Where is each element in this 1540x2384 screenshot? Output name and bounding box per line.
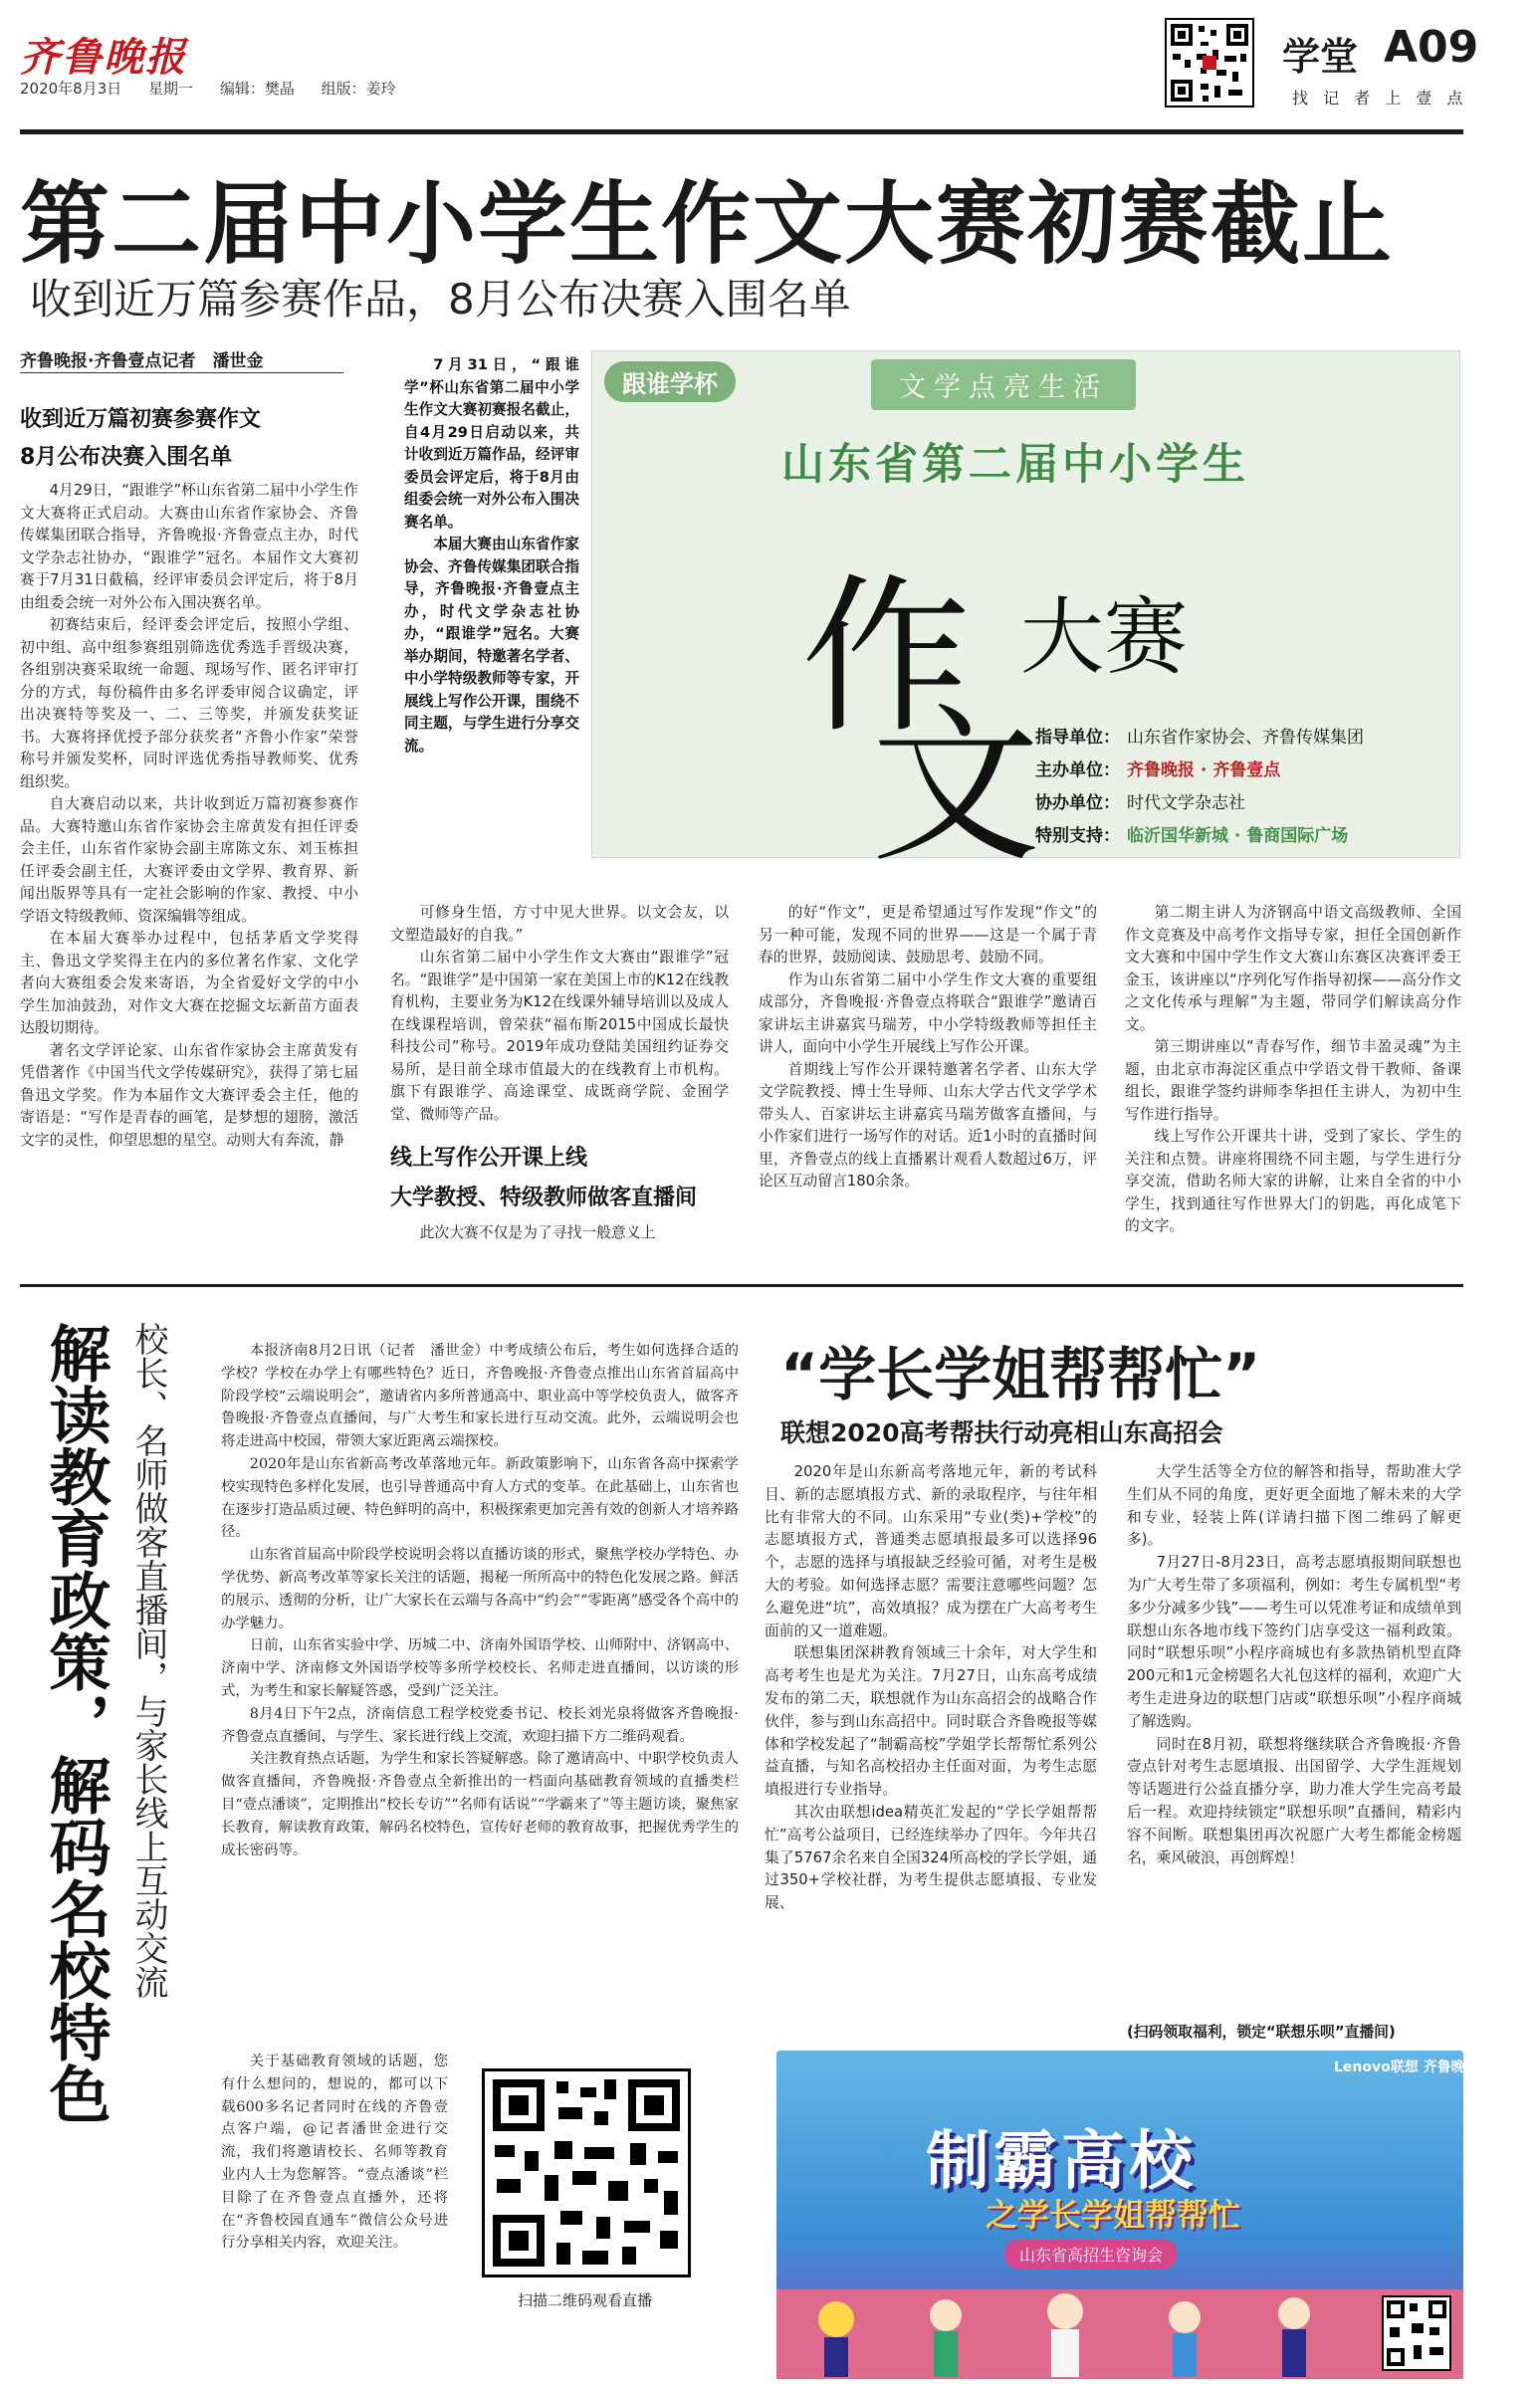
article3-column-2	[1127, 1461, 1461, 2021]
article1-section-subheading: 大学教授、特级教师做客直播间	[390, 1186, 698, 1210]
article1-intro-column	[404, 354, 579, 862]
poster-credit-row: 特别支持： 临沂国华新城 · 鲁商国际广场	[1035, 826, 1349, 846]
article2-paragraph: 关注教育热点话题，为学生和家长答疑解惑。除了邀请高中、中职学校负责人做客直播间，齐鲁晚报·齐鲁壹点全新推出的一档面向基础教育领域的直播类栏目“壹点潘谈”，定期推出“校长专访”“名师有话说”“学霸来了”等主题访谈，聚焦家长教育，解读教育政策，解码名校特色，宣传好老师的教育故事，把握优秀学生的成长密码等。	[221, 1751, 739, 1858]
byline: 齐鲁晚报·齐鲁壹点记者 潘世金	[20, 351, 264, 371]
article3-cta: (扫码领取福利，锁定“联想乐呗”直播间)	[1127, 2024, 1396, 2041]
issue-meta	[20, 78, 418, 99]
page-number: A09	[1384, 22, 1479, 73]
article1-subheading: 8月公布决赛入围名单	[20, 445, 233, 470]
article1-paragraph: 此次大赛不仅是为了寻找一般意义上	[419, 1224, 656, 1241]
article1-paragraph: 的好“作文”，更是希望通过写作发现“作文”的另一种可能，发现不同的世界——这是一个属于青春的世界，鼓励阅读、鼓励思考、鼓励不同。	[759, 904, 1097, 966]
article1-paragraph: 在本届大赛举办过程中，包括茅盾文学奖得主、鲁迅文学奖得主在内的多位著名作家、文化学者向大赛组委会发来寄语，为全省爱好文学的中小学生加油鼓劲，对作文大赛在挖掘文坛新苗方面表达殷切期待。	[20, 930, 358, 1036]
article3-paragraph: 7月27日-8月23日，高考志愿填报期间联想也为广大考生带了多项福利，例如：考生专属机型“考多少分减多少钱”——考生可以凭准考证和成绩单到联想山东各地市线下签约门店享受这一福利政策。同时“联想乐呗”小程序商城也有多款热销机型直降200元和1元金榜题名大礼包这样的福利，欢迎广大考生走进身边的联想门店或“联想乐呗”小程序商城了解选购。	[1127, 1554, 1461, 1730]
article1-paragraph: 4月29日，“跟谁学”杯山东省第二届中小学生作文大赛将正式启动。大赛由山东省作家协会、齐鲁传媒集团联合指导，齐鲁晚报·齐鲁壹点主办，时代文学杂志社协办，“跟谁学”冠名。本届作文大赛初赛于7月31日截稿，经评审委员会评定后，将于8月由组委会统一对外公布入围决赛名单。	[20, 482, 358, 611]
article2-paragraph: 2020年是山东省新高考改革落地元年。新政策影响下，山东省各高中探索学校实现特色多样化发展，也引导普通高中育人方式的变革。在此基础上，山东省也在逐步打造品质过硬、特色鲜明的高中，积极探索更加完善有效的创新人才培养路径。	[221, 1455, 739, 1541]
masthead-rule	[20, 129, 1463, 134]
poster-tag: 跟谁学杯	[604, 361, 736, 402]
article3-paragraph: 联想集团深耕教育领域三十余年，对大学生和高考考生也是尤为关注。7月27日，山东高考成绩发布的第二天，联想就作为山东高招会的战略合作伙伴，参与到山东高招中。同时联合齐鲁晚报等媒体和学校发起了“制霸高校”学姐学长帮帮忙系列公益直播，与知名高校招办主任面对面，为考生志愿填报进行专业指导。	[765, 1644, 1097, 1799]
poster-char-dasai: 大赛	[1020, 588, 1189, 686]
main-headline: 第二届中小学生作文大赛初赛截止	[20, 172, 1394, 277]
designer-credit: 组版：姜玲	[321, 80, 396, 98]
section-divider	[20, 1284, 1463, 1287]
article2-vertical-title: 解读教育政策，解码名校特色	[39, 1322, 111, 2124]
poster-credit-row: 协办单位： 时代文学杂志社	[1035, 793, 1245, 813]
livestream-qr-code-icon[interactable]	[482, 2068, 691, 2277]
article1-heading: 收到近万篇初赛参赛作文	[20, 407, 262, 432]
issue-date: 2020年8月3日	[20, 80, 122, 98]
poster-credit-row: 指导单位： 山东省作家协会、齐鲁传媒集团	[1035, 728, 1364, 748]
main-subhead: 收到近万篇参赛作品，8月公布决赛入围名单	[30, 275, 851, 324]
article1-column-2	[390, 902, 729, 1129]
article1-intro-paragraph: 7月31日，“跟谁学”杯山东省第二届中小学生作文大赛初赛报名截止，自4月29日启动以来，共计收到近万篇作品，经评审委员会评定后，将于8月由组委会统一对外公布入围决赛名单。	[404, 356, 579, 531]
contest-poster	[591, 350, 1460, 886]
byline-divider	[20, 372, 343, 373]
article1-paragraph: 作为山东省第二届中小学生作文大赛的重要组成部分，齐鲁晚报·齐鲁壹点将联合“跟谁学”邀请百家讲坛主讲嘉宾马瑞芳，中小学特级教师等担任主讲人，面向中小学生开展线上写作公开课。	[759, 971, 1097, 1055]
promo-stage-illustration	[776, 2289, 1463, 2379]
poster-credit-row: 主办单位： 齐鲁晚报 · 齐鲁壹点	[1035, 760, 1281, 780]
article2-paragraph: 关于基础教育领域的话题，您有什么想问的，想说的，都可以下载600多名记者同时在线的齐鲁壹点客户端，@记者潘世金进行交流，我们将邀请校长、名师等教育业内人士为您解答。“壹点潘谈”栏目除了在齐鲁壹点直播外，还将在“齐鲁校园直通车”微信公众号进行分享相关内容，欢迎关注。	[221, 2054, 448, 2252]
article1-paragraph: 初赛结束后，经评委会评定后，按照小学组、初中组、高中组参赛组别筛选优秀选手晋级决赛，各组别决赛采取统一命题、现场写作、匿名评审打分的方式，每份稿件由多名评委审阅合议确定，评出决赛特等奖及一、二、三等奖，并颁发获奖证书。大赛将择优授予部分获奖者“齐鲁小作家”荣誉称号并颁发奖杯，同时评选优秀指导教师奖、优秀组织奖。	[20, 616, 358, 790]
article2-body-end	[221, 2051, 448, 2349]
article1-paragraph: 著名文学评论家、山东省作家协会主席黄发有凭借著作《中国当代文学传媒研究》，获得了第七届鲁迅文学奖。作为本届作文大赛评委会主任，他的寄语是：“写作是青春的画笔，是梦想的翅膀，激活文字的灵性，仰望思想的星空。动则大有奔流，静	[20, 1041, 358, 1149]
poster-char-zuo: 作	[801, 559, 972, 757]
article2-body	[221, 1340, 739, 2042]
promo-qr-code-icon[interactable]	[1382, 2295, 1451, 2371]
issue-weekday: 星期一	[148, 80, 194, 98]
article3-subtitle: 联想2020高考帮扶行动亮相山东高招会	[780, 1418, 1223, 1447]
article1-column-2-end	[390, 1222, 729, 1272]
masthead-slogan: 找 记 者 上 壹 点	[1292, 89, 1468, 108]
newspaper-logo: 齐鲁晚报	[20, 34, 187, 81]
article1-paragraph: 第二期主讲人为济钢高中语文高级教师、全国作文竞赛及中高考作文指导专家，担任全国创新作文大赛和中国中学生作文大赛山东赛区决赛评委王金玉，该讲座以“序列化写作指导初探——高分作文之文化传承与理解”为主题，带同学们解读高分作文。	[1125, 904, 1461, 1033]
article3-paragraph: 其次由联想idea精英汇发起的“学长学姐帮帮忙”高考公益项目，已经连续举办了四年。今年共召集了5767余名来自全国324所高校的学长学姐，通过350+学校社群，为考生提供志愿填报、专业发展、	[765, 1803, 1097, 1912]
article1-column-1	[20, 480, 358, 1276]
article1-column-4	[1125, 902, 1461, 1274]
promo-ribbon: 山东省高招生咨询会	[1005, 2240, 1177, 2269]
editor-credit: 编辑：樊晶	[219, 80, 295, 98]
article2-paragraph: 山东省首届高中阶段学校说明会将以直播访谈的形式，聚焦学校办学特色、办学优势、新高考改革等家长关注的话题，揭秘一所所高中的特色化发展之路。鲜活的展示、透彻的分析，让广大家长在云端与各高中“约会”“零距离”感受各个高中的办学魅力。	[221, 1547, 739, 1631]
promo-title: 制霸高校	[926, 2125, 1197, 2199]
article2-vertical-subtitle: 校长、名师做客直播间，与家长线上互动交流	[128, 1322, 168, 1999]
article1-intro-paragraph: 本届大赛由山东省作家协会、齐鲁传媒集团联合指导，齐鲁晚报·齐鲁壹点主办，时代文学杂志社协办，“跟谁学”冠名。大赛举办期间，特邀著名学者、中小学特级教师等专家，开展线上写作公开课，围绕不同主题，与学生进行分享交流。	[404, 536, 579, 755]
promo-brands: Lenovo联想 齐鲁晚报 齐鲁壹点	[1334, 2059, 1540, 2075]
poster-title: 山东省第二届中小学生	[781, 440, 1249, 490]
article3-paragraph: 2020年是山东新高考落地元年，新的考试科目、新的志愿填报方式、新的录取程序，与往年相比有非常大的不同。山东采用“专业(类)+学校”的志愿填报方式，普通类志愿填报最多可以选择96个，志愿的选择与填报缺乏经验可循，对考生是极大的考验。如何选择志愿？需要注意哪些问题？怎么避免进“坑”，高效填报？成为摆在广大高考考生面前的又一道难题。	[765, 1463, 1097, 1639]
poster-credits	[1035, 722, 1364, 853]
promo-subtitle: 之学长学姐帮帮忙	[986, 2196, 1241, 2234]
article1-paragraph: 可修身生悟，方寸中见大世界。以文会友，以文塑造最好的自我。”	[390, 904, 729, 944]
article1-paragraph: 首期线上写作公开课特邀著名学者、山东大学文学院教授、博士生导师、山东大学古代文学学术带头人、百家讲坛主讲嘉宾马瑞芳做客直播间，与小作家们进行一场写作的对话。近1小时的直播时间里，齐鲁壹点的线上直播累计观看人数超过6万，评论区互动留言180余条。	[759, 1060, 1097, 1190]
article1-column-3	[759, 902, 1097, 1274]
article1-paragraph: 自大赛启动以来，共计收到近万篇初赛参赛作品。大赛特邀山东省作家协会主席黄发有担任评委会主任，山东省作家协会副主席陈文东、刘玉栋担任评委会副主任，大赛评委由文学界、教育界、新闻出版界等具有一定社会影响的作家、教授、中小学语文特级教师、资深编辑等组成。	[20, 795, 358, 925]
article1-section-heading: 线上写作公开课上线	[390, 1146, 588, 1171]
article3-title: “学长学姐帮帮忙”	[780, 1341, 1261, 1409]
article2-paragraph: 8月4日下午2点，济南信息工程学校党委书记、校长刘光泉将做客齐鲁晚报·齐鲁壹点直播间，与学生、家长进行线上交流，欢迎扫描下方二维码观看。	[221, 1705, 739, 1745]
article2-paragraph: 日前，山东省实验中学、历城二中、济南外国语学校、山师附中、济钢高中、济南中学、济南修文外国语学校等多所学校校长、名师走进直播间，以访谈的形式，为考生和家长解疑答惑，受到广泛关注。	[221, 1637, 739, 1699]
article2-paragraph: 本报济南8月2日讯（记者 潘世金）中考成绩公布后，考生如何选择合适的学校？学校在办学上有哪些特色？近日，齐鲁晚报·齐鲁壹点推出山东省首届高中阶段学校“云端说明会”，邀请省内多所普通高中、职业高中等学校负责人，做客齐鲁晚报·齐鲁壹点直播间，与广大考生和家长进行互动交流。此外，云端说明会也将走进高中校园，带领大家近距离云端探校。	[221, 1343, 739, 1450]
article1-paragraph: 山东省第二届中小学生作文大赛由“跟谁学”冠名。“跟谁学”是中国第一家在美国上市的K12在线教育机构，主要业务为K12在线课外辅导培训以及成人在线课程培训，曾荣获“福布斯2015中国成长最快科技公司”称号。2019年成功登陆美国纽约证券交易所，是目前全球市值最大的在线教育上市机构。旗下有跟谁学、高途课堂、成既商学院、金囿学堂、微师等产品。	[390, 949, 729, 1123]
poster-banner: 文学点亮生活	[871, 359, 1136, 410]
qr-caption: 扫描二维码观看直播	[518, 2291, 653, 2309]
article1-paragraph: 第三期讲座以“青春写作，细节丰盈灵魂”为主题，由北京市海淀区重点中学语文骨干教师、备课组长，跟谁学签约讲师李华担任主讲人，为初中生写作进行指导。	[1125, 1038, 1461, 1123]
article3-paragraph: 同时在8月初，联想将继续联合齐鲁晚报·齐鲁壹点针对考生志愿填报、出国留学、大学生涯规划等话题进行公益直播分享，助力准大学生完高考最后一程。欢迎持续锁定“联想乐呗”直播间，精彩内容不间断。联想集团再次祝愿广大考生都能金榜题名，乘风破浪，再创辉煌！	[1127, 1735, 1461, 1866]
section-name: 学堂	[1282, 35, 1359, 79]
masthead-qr-code-icon[interactable]	[1165, 18, 1254, 108]
article1-paragraph: 线上写作公开课共十讲，受到了家长、学生的关注和点赞。讲座将围绕不同主题，与学生进行分享交流，借助名师大家的讲解，让来自全省的中小学生，找到通往写作世界大门的钥匙，再化成笔下的文字。	[1125, 1128, 1461, 1234]
promo-banner-image	[776, 2051, 1540, 2379]
article3-column-1	[765, 1461, 1097, 2043]
poster-char-wen: 文	[871, 689, 1041, 886]
masthead	[20, 18, 1479, 127]
article3-paragraph: 大学生活等全方位的解答和指导，帮助准大学生们从不同的角度，更好更全面地了解未来的大学和专业，轻装上阵(详请扫描下图二维码了解更多)。	[1127, 1463, 1461, 1549]
